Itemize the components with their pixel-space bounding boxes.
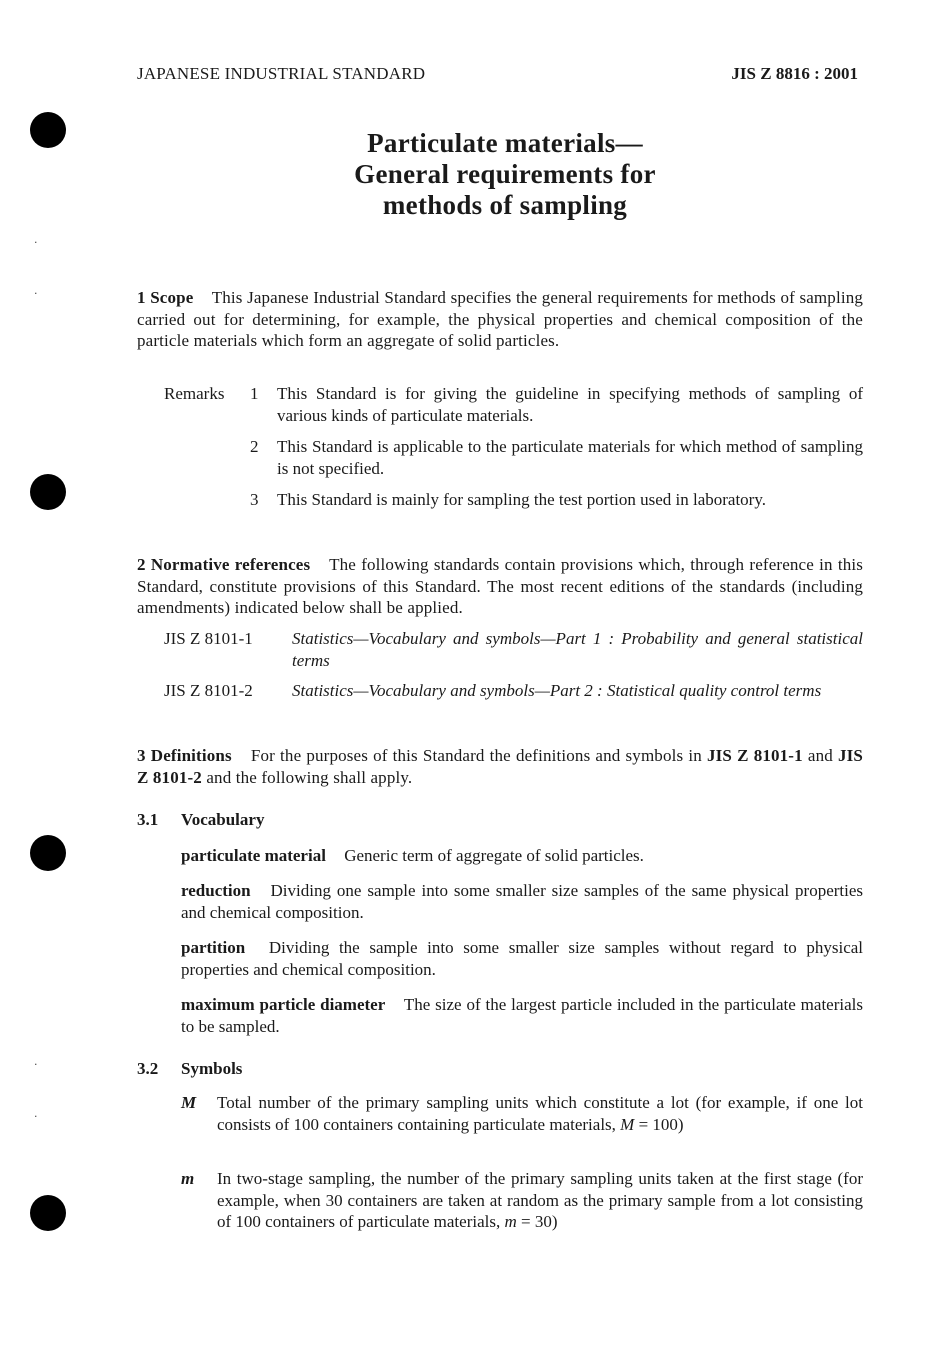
definition-term: partition <box>181 938 246 957</box>
definition-entry <box>181 994 863 1037</box>
symbol-text: Total number of the primary sampling units which constitute a lot (for example, if one lot consists of 100 containers containing particulate materials, <box>217 1093 863 1134</box>
margin-speck: · <box>34 1110 38 1123</box>
remark-text: This Standard is for giving the guideline in specifying methods of sampling of various kinds of particulate materials. <box>277 384 863 425</box>
remark-text: This Standard is applicable to the particulate materials for which method of sampling is not specified. <box>277 437 863 478</box>
header-publisher: JAPANESE INDUSTRIAL STANDARD <box>137 64 426 83</box>
reference-id: JIS Z 8101-2 <box>164 681 253 700</box>
section-definitions <box>137 745 863 788</box>
symbol: M <box>181 1093 197 1112</box>
remark-number: 1 <box>250 384 259 403</box>
section-number: 1 <box>137 288 146 307</box>
definition-text: Dividing the sample into some smaller size samples without regard to physical properties and chemical composition. <box>181 938 864 979</box>
symbol-definition <box>217 1092 863 1135</box>
definition-text: The size of the largest particle included in the particulate materials to be sampled. <box>181 995 863 1036</box>
binder-hole <box>30 474 66 510</box>
remark-number: 2 <box>250 437 259 456</box>
standard-reference: JIS Z 8101-1 <box>706 746 803 765</box>
section-number: 3 <box>137 746 146 765</box>
title-line: General requirements for <box>354 159 656 189</box>
definition-term: particulate material <box>181 846 326 865</box>
margin-speck: · <box>34 236 38 249</box>
remark-number: 3 <box>250 490 259 509</box>
reference-title: Statistics—Vocabulary and symbols—Part 1 : Probability and general statistical terms <box>292 629 863 670</box>
margin-speck: · <box>34 287 38 300</box>
section-number: 2 <box>137 555 146 574</box>
definition-text: Generic term of aggregate of solid particles. <box>344 846 644 865</box>
symbol-text: = 30) <box>521 1212 558 1231</box>
subsection-title: Symbols <box>181 1059 243 1078</box>
symbol-variable: M <box>620 1114 635 1134</box>
definition-entry <box>181 937 863 980</box>
section-scope <box>137 287 863 352</box>
remark-text: This Standard is mainly for sampling the test portion used in laboratory. <box>277 490 766 509</box>
section-heading: Scope <box>150 288 194 307</box>
definition-term: maximum particle diameter <box>181 995 386 1014</box>
document-title <box>250 128 760 221</box>
definition-text: Dividing one sample into some smaller size samples of the same physical properties and chemical composition. <box>181 881 864 922</box>
binder-hole <box>30 112 66 148</box>
remarks-label: Remarks <box>164 384 225 403</box>
symbol: m <box>181 1169 195 1188</box>
section-text: and <box>807 746 833 765</box>
section-text: For the purposes of this Standard the definitions and symbols in <box>250 746 702 765</box>
definition-term: reduction <box>181 881 251 900</box>
symbol-text: = 100) <box>638 1114 684 1134</box>
binder-hole <box>30 835 66 871</box>
section-heading: Normative references <box>150 555 311 574</box>
symbol-variable: m <box>504 1212 517 1231</box>
title-line: Particulate materials— <box>367 128 643 158</box>
section-heading: Definitions <box>150 746 232 765</box>
reference-title: Statistics—Vocabulary and symbols—Part 2 : Statistical quality control terms <box>292 681 822 700</box>
subsection-number: 3.2 <box>137 1059 159 1078</box>
section-normative-references <box>137 554 863 619</box>
section-text: This Japanese Industrial Standard specifies the general requirements for methods of sampling carried out for determining, for example, the physical properties and chemical composition of the particle materials which form an aggregate of solid particles. <box>137 288 864 350</box>
definition-entry <box>181 880 863 923</box>
subsection-title: Vocabulary <box>181 810 265 829</box>
binder-hole <box>30 1195 66 1231</box>
symbol-text: In two-stage sampling, the number of the primary sampling units taken at the first stage (for example, when 30 containers are taken at random as the primary sample from a lot consisting of 100 containers of particulate materials, <box>217 1169 863 1231</box>
standard-reference: JIS Z 8101-2 <box>137 746 864 787</box>
margin-speck: · <box>34 1058 38 1071</box>
reference-id: JIS Z 8101-1 <box>164 629 253 648</box>
subsection-number: 3.1 <box>137 810 159 829</box>
section-text: and the following shall apply. <box>206 767 413 787</box>
definition-entry <box>181 845 863 867</box>
symbol-definition <box>217 1168 863 1233</box>
header-standard-number: JIS Z 8816 : 2001 <box>731 64 858 83</box>
section-text: The following standards contain provisions which, through reference in this Standard, constitute provisions of this Standard. The most recent editions of the standards (including amendments) indicated below shall be applied. <box>137 555 863 617</box>
title-line: methods of sampling <box>382 190 628 220</box>
